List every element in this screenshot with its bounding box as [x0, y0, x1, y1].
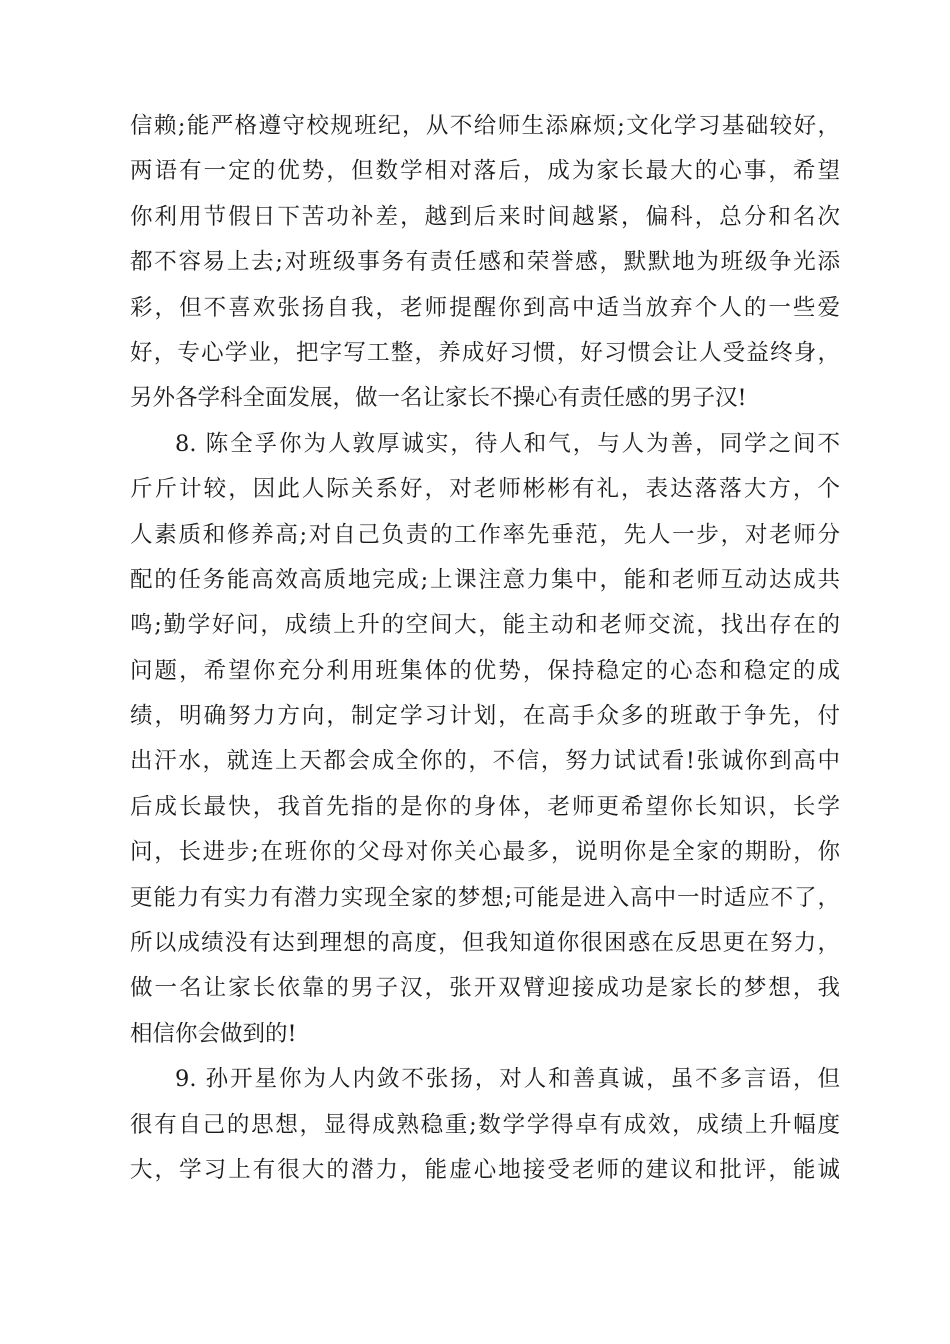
text-line: 好，专心学业，把字写工整，养成好习惯，好习惯会让人受益终身， [130, 339, 840, 366]
document-body [130, 104, 840, 1193]
text-line: 问，长进步;在班你的父母对你关心最多，说明你是全家的期盼，你 [130, 839, 840, 866]
text-line: 两语有一定的优势，但数学相对落后，成为家长最大的心事，希望 [130, 158, 840, 185]
text-line: 都不容易上去;对班级事务有责任感和荣誉感，默默地为班级争光添 [130, 249, 840, 276]
text-line: 9. 孙开星你为人内敛不张扬，对人和善真诚，虽不多言语，但 [175, 1066, 840, 1093]
text-line: 配的任务能高效高质地完成;上课注意力集中，能和老师互动达成共 [130, 566, 840, 593]
text-line: 大，学习上有很大的潜力，能虚心地接受老师的建议和批评，能诚 [130, 1156, 840, 1183]
text-line: 所以成绩没有达到理想的高度，但我知道你很困惑在反思更在努力， [130, 930, 840, 957]
text-line: 人素质和修养高;对自己负责的工作率先垂范，先人一步，对老师分 [130, 521, 840, 548]
text-line: 相信你会做到的! [130, 1020, 297, 1047]
paragraph-7-continuation [130, 104, 840, 422]
text-line: 信赖;能严格遵守校规班纪，从不给师生添麻烦;文化学习基础较好， [130, 113, 840, 139]
text-line: 斤斤计较，因此人际关系好，对老师彬彬有礼，表达落落大方，个 [130, 476, 840, 503]
text-line: 做一名让家长依靠的男子汉，张开双臂迎接成功是家长的梦想，我 [130, 975, 840, 1002]
text-line: 彩，但不喜欢张扬自我，老师提醒你到高中适当放弃个人的一些爱 [130, 294, 840, 321]
text-line: 你利用节假日下苦功补差，越到后来时间越紧，偏科，总分和名次 [130, 203, 840, 230]
text-line: 8. 陈全孚你为人敦厚诚实，待人和气，与人为善，同学之间不 [175, 430, 840, 457]
text-line: 很有自己的思想，显得成熟稳重;数学学得卓有成效，成绩上升幅度 [130, 1111, 840, 1138]
text-line: 另外各学科全面发展，做一名让家长不操心有责任感的男子汉! [130, 385, 747, 412]
text-line: 绩，明确努力方向，制定学习计划，在高手众多的班敢于争先，付 [130, 703, 840, 730]
text-line: 鸣;勤学好问，成绩上升的空间大，能主动和老师交流，找出存在的 [130, 612, 840, 639]
paragraph-8 [130, 422, 840, 1057]
text-line: 问题，希望你充分利用班集体的优势，保持稳定的心态和稳定的成 [130, 657, 840, 684]
text-line: 更能力有实力有潜力实现全家的梦想;可能是进入高中一时适应不了， [130, 884, 840, 911]
text-line: 出汗水，就连上天都会成全你的，不信，努力试试看!张诚你到高中 [130, 748, 840, 775]
text-line: 后成长最快，我首先指的是你的身体，老师更希望你长知识，长学 [130, 793, 840, 820]
paragraph-9 [130, 1057, 840, 1193]
